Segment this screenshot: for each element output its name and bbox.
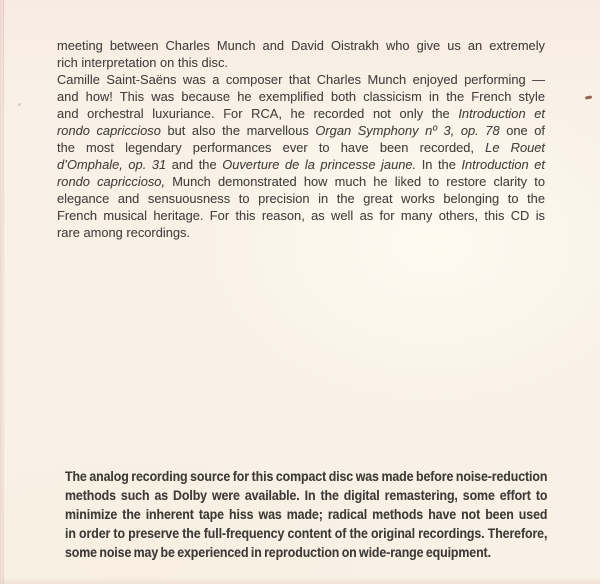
scan-artifact-dash xyxy=(585,95,592,99)
text-line xyxy=(57,71,545,88)
text-line xyxy=(57,207,545,224)
text-run: rare among recordings. xyxy=(57,225,191,240)
text-run: and orchestral luxuriance. For RCA, he recorded not only the xyxy=(57,106,459,121)
italic-text-run: Le Rouet xyxy=(485,140,545,155)
text-run: rich interpretation on this disc. xyxy=(57,55,228,70)
text-line xyxy=(57,156,545,173)
italic-text-run: d’Omphale, op. 31 xyxy=(57,157,167,172)
text-line xyxy=(57,105,545,122)
text-line xyxy=(65,543,547,562)
text-run: in order to preserve the full-frequency content of the original recordings. Therefore, xyxy=(65,526,548,541)
text-line xyxy=(65,486,547,505)
text-run: Camille Saint-Saëns was a composer that Charles Munch enjoyed performing — xyxy=(57,72,545,87)
text-run: one of xyxy=(499,123,545,138)
text-line xyxy=(57,190,545,207)
text-run: methods such as Dolby were available. In the digital remastering, some effort to xyxy=(65,488,548,503)
scan-artifact-speck xyxy=(18,103,21,106)
text-line xyxy=(57,88,545,105)
text-line xyxy=(57,37,545,54)
italic-text-run: rondo capriccioso, xyxy=(57,174,166,189)
italic-text-run: Ouverture de la princesse jaune. xyxy=(222,157,417,172)
text-line xyxy=(57,173,545,190)
text-run: the most legendary performances ever to have been recorded, xyxy=(57,140,486,155)
text-line xyxy=(57,139,545,156)
text-run: and how! This was because he exemplified both classicism in the French style xyxy=(57,89,545,104)
text-run: some noise may be experienced in reproduction on wide-range equipment. xyxy=(65,545,491,560)
text-run: and the xyxy=(166,157,223,172)
text-line xyxy=(65,505,547,524)
liner-notes-paragraphs xyxy=(57,37,545,241)
text-run: Munch demonstrated how much he liked to restore clarity to xyxy=(165,174,545,189)
text-line xyxy=(65,467,547,486)
text-run: The analog recording source for this compact disc was made before noise-reduction xyxy=(65,469,548,484)
text-line xyxy=(57,122,545,139)
scan-edge-crease xyxy=(3,0,4,584)
italic-text-run: Introduction et xyxy=(458,106,545,121)
remastering-notice xyxy=(65,467,547,562)
text-run: minimize the inherent tape hiss was made; radical methods have not been used xyxy=(65,507,548,522)
text-run: French musical heritage. For this reason, as well as for many others, this CD is xyxy=(57,208,545,223)
italic-text-run: Organ Symphony nº 3, op. 78 xyxy=(315,123,500,138)
text-run: elegance and sensuousness to precision in the great works belonging to the xyxy=(57,191,545,206)
text-run: but also the marvellous xyxy=(160,123,316,138)
text-run: meeting between Charles Munch and David Oistrakh who give us an extremely xyxy=(57,38,545,53)
italic-text-run: Introduction et xyxy=(461,157,545,172)
italic-text-run: rondo capriccioso xyxy=(57,123,161,138)
text-run: In the xyxy=(416,157,462,172)
text-line xyxy=(57,54,545,71)
text-line xyxy=(65,524,547,543)
text-line xyxy=(57,224,545,241)
